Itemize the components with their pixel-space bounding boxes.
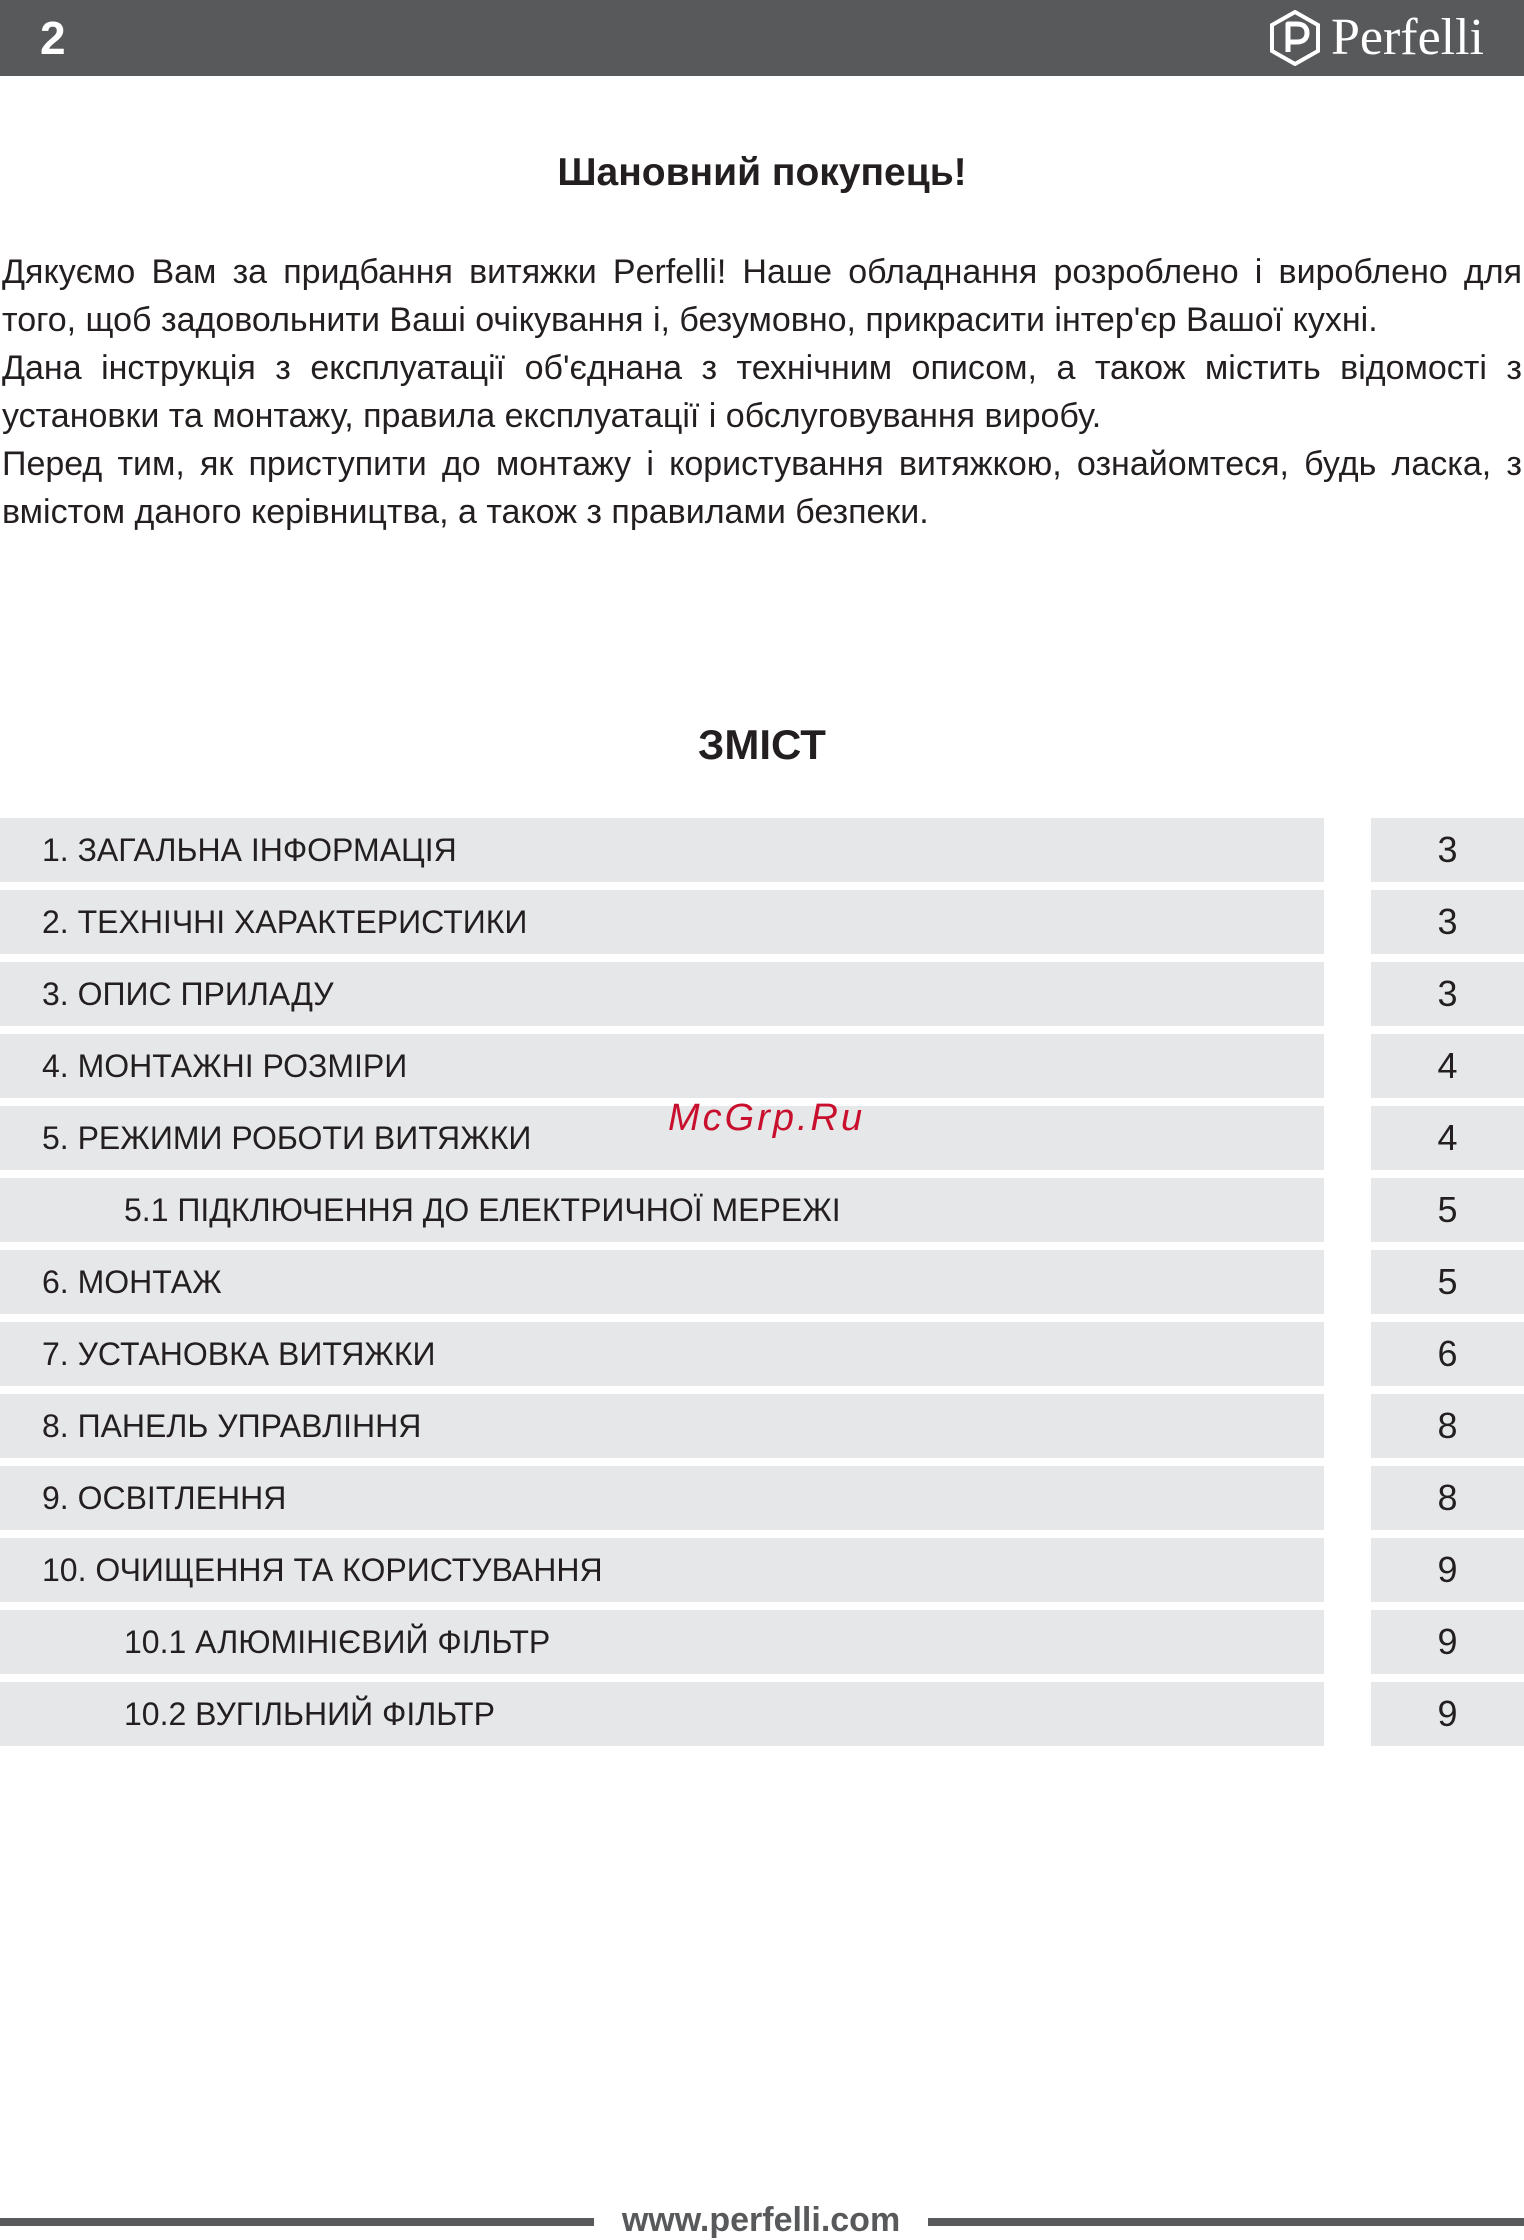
toc-label: 6. МОНТАЖ [42,1264,222,1300]
toc-label-cell [0,1106,1324,1170]
toc-row[interactable] [0,1322,1524,1386]
watermark: McGrp.Ru [668,1097,866,1139]
toc-label: 3. ОПИС ПРИЛАДУ [42,976,334,1012]
toc-page-cell [1371,1034,1524,1098]
toc-page-number: 5 [1437,1261,1458,1302]
toc-page-cell [1371,1394,1524,1458]
toc-page-cell [1371,1106,1524,1170]
toc-label-cell [0,890,1324,954]
toc-row[interactable] [0,1394,1524,1458]
toc-page-number: 3 [1437,901,1458,942]
toc-row-subsection[interactable] [0,1178,1524,1242]
toc-page-number: 5 [1437,1189,1458,1230]
brand-logo [1269,10,1484,66]
toc-label-cell [0,962,1324,1026]
toc-label-cell [0,1034,1324,1098]
toc-page-number: 8 [1437,1405,1458,1446]
toc-page-cell [1371,1250,1524,1314]
toc-label-cell [0,1394,1324,1458]
toc-label-cell [0,1538,1324,1602]
brand-name: Perfelli [1330,9,1484,66]
toc-title: ЗМІСТ [698,721,826,768]
toc-label-cell [0,1466,1324,1530]
intro-text [2,248,1522,536]
toc-row-subsection[interactable] [0,1682,1524,1746]
toc-page-number: 9 [1437,1621,1458,1662]
footer-divider [0,2218,594,2226]
toc-label: 8. ПАНЕЛЬ УПРАВЛІННЯ [42,1408,422,1444]
footer-url[interactable]: www.perfelli.com [621,2201,901,2239]
toc-page-number: 3 [1437,973,1458,1014]
toc-label: 4. МОНТАЖНІ РОЗМІРИ [42,1048,408,1084]
toc-label-cell [0,1250,1324,1314]
table-of-contents [0,818,1524,1754]
toc-row[interactable] [0,1466,1524,1530]
toc-page-number: 4 [1437,1045,1458,1086]
intro-paragraph: Дана інструкція з експлуатації об'єднана з технічним описом, а також містить відомості з установки та монтажу, правила експлуатації і обслуговування виробу. [2,349,1522,435]
toc-label: 7. УСТАНОВКА ВИТЯЖКИ [42,1336,436,1372]
toc-label: 10. ОЧИЩЕННЯ ТА КОРИСТУВАННЯ [42,1552,603,1588]
toc-page-cell [1371,1538,1524,1602]
toc-label: 10.1 АЛЮМІНІЄВИЙ ФІЛЬТР [124,1624,551,1660]
toc-page-cell [1371,818,1524,882]
toc-page-number: 9 [1437,1549,1458,1590]
toc-page-number: 9 [1437,1693,1458,1734]
footer-divider [928,2218,1524,2226]
header-bar [0,0,1524,76]
toc-label: 1. ЗАГАЛЬНА ІНФОРМАЦІЯ [42,832,457,868]
toc-row[interactable] [0,1034,1524,1098]
toc-page-number: 3 [1437,829,1458,870]
toc-page-number: 6 [1437,1333,1458,1374]
toc-label-cell [0,1322,1324,1386]
toc-row-subsection[interactable] [0,1610,1524,1674]
toc-page-cell [1371,1466,1524,1530]
toc-page-cell [1371,1682,1524,1746]
toc-page-cell [1371,962,1524,1026]
toc-row[interactable] [0,818,1524,882]
intro-paragraph: Перед тим, як приступити до монтажу і користування витяжкою, ознайомтеся, будь ласка, з вмістом даного керівництва, а також з правилами безпеки. [2,445,1522,531]
toc-label: 5. РЕЖИМИ РОБОТИ ВИТЯЖКИ [42,1120,532,1156]
toc-page-cell [1371,1322,1524,1386]
page-number: 2 [40,12,66,64]
toc-label: 10.2 ВУГІЛЬНИЙ ФІЛЬТР [124,1696,495,1732]
toc-page-number: 4 [1437,1117,1458,1158]
toc-row[interactable] [0,890,1524,954]
toc-label-cell [0,1610,1324,1674]
toc-row[interactable] [0,1250,1524,1314]
toc-row[interactable] [0,1538,1524,1602]
toc-label-cell [0,1682,1324,1746]
toc-page-cell [1371,1178,1524,1242]
toc-label: 2. ТЕХНІЧНІ ХАРАКТЕРИСТИКИ [42,904,528,940]
perfelli-p-logo-icon [1269,10,1321,66]
toc-page-cell [1371,1610,1524,1674]
toc-label-cell [0,1178,1324,1242]
toc-label: 9. ОСВІТЛЕННЯ [42,1480,287,1516]
greeting-title: Шановний покупець! [557,151,967,194]
toc-row[interactable] [0,962,1524,1026]
intro-paragraph: Дякуємо Вам за придбання витяжки Perfelli! Наше обладнання розроблено і вироблено для того, щоб задовольнити Ваші очікування і, безумовно, прикрасити інтер'єр Вашої кухні. [2,253,1522,339]
toc-label-cell [0,818,1324,882]
toc-label: 5.1 ПІДКЛЮЧЕННЯ ДО ЕЛЕКТРИЧНОЇ МЕРЕЖІ [124,1192,841,1228]
toc-page-number: 8 [1437,1477,1458,1518]
toc-page-cell [1371,890,1524,954]
